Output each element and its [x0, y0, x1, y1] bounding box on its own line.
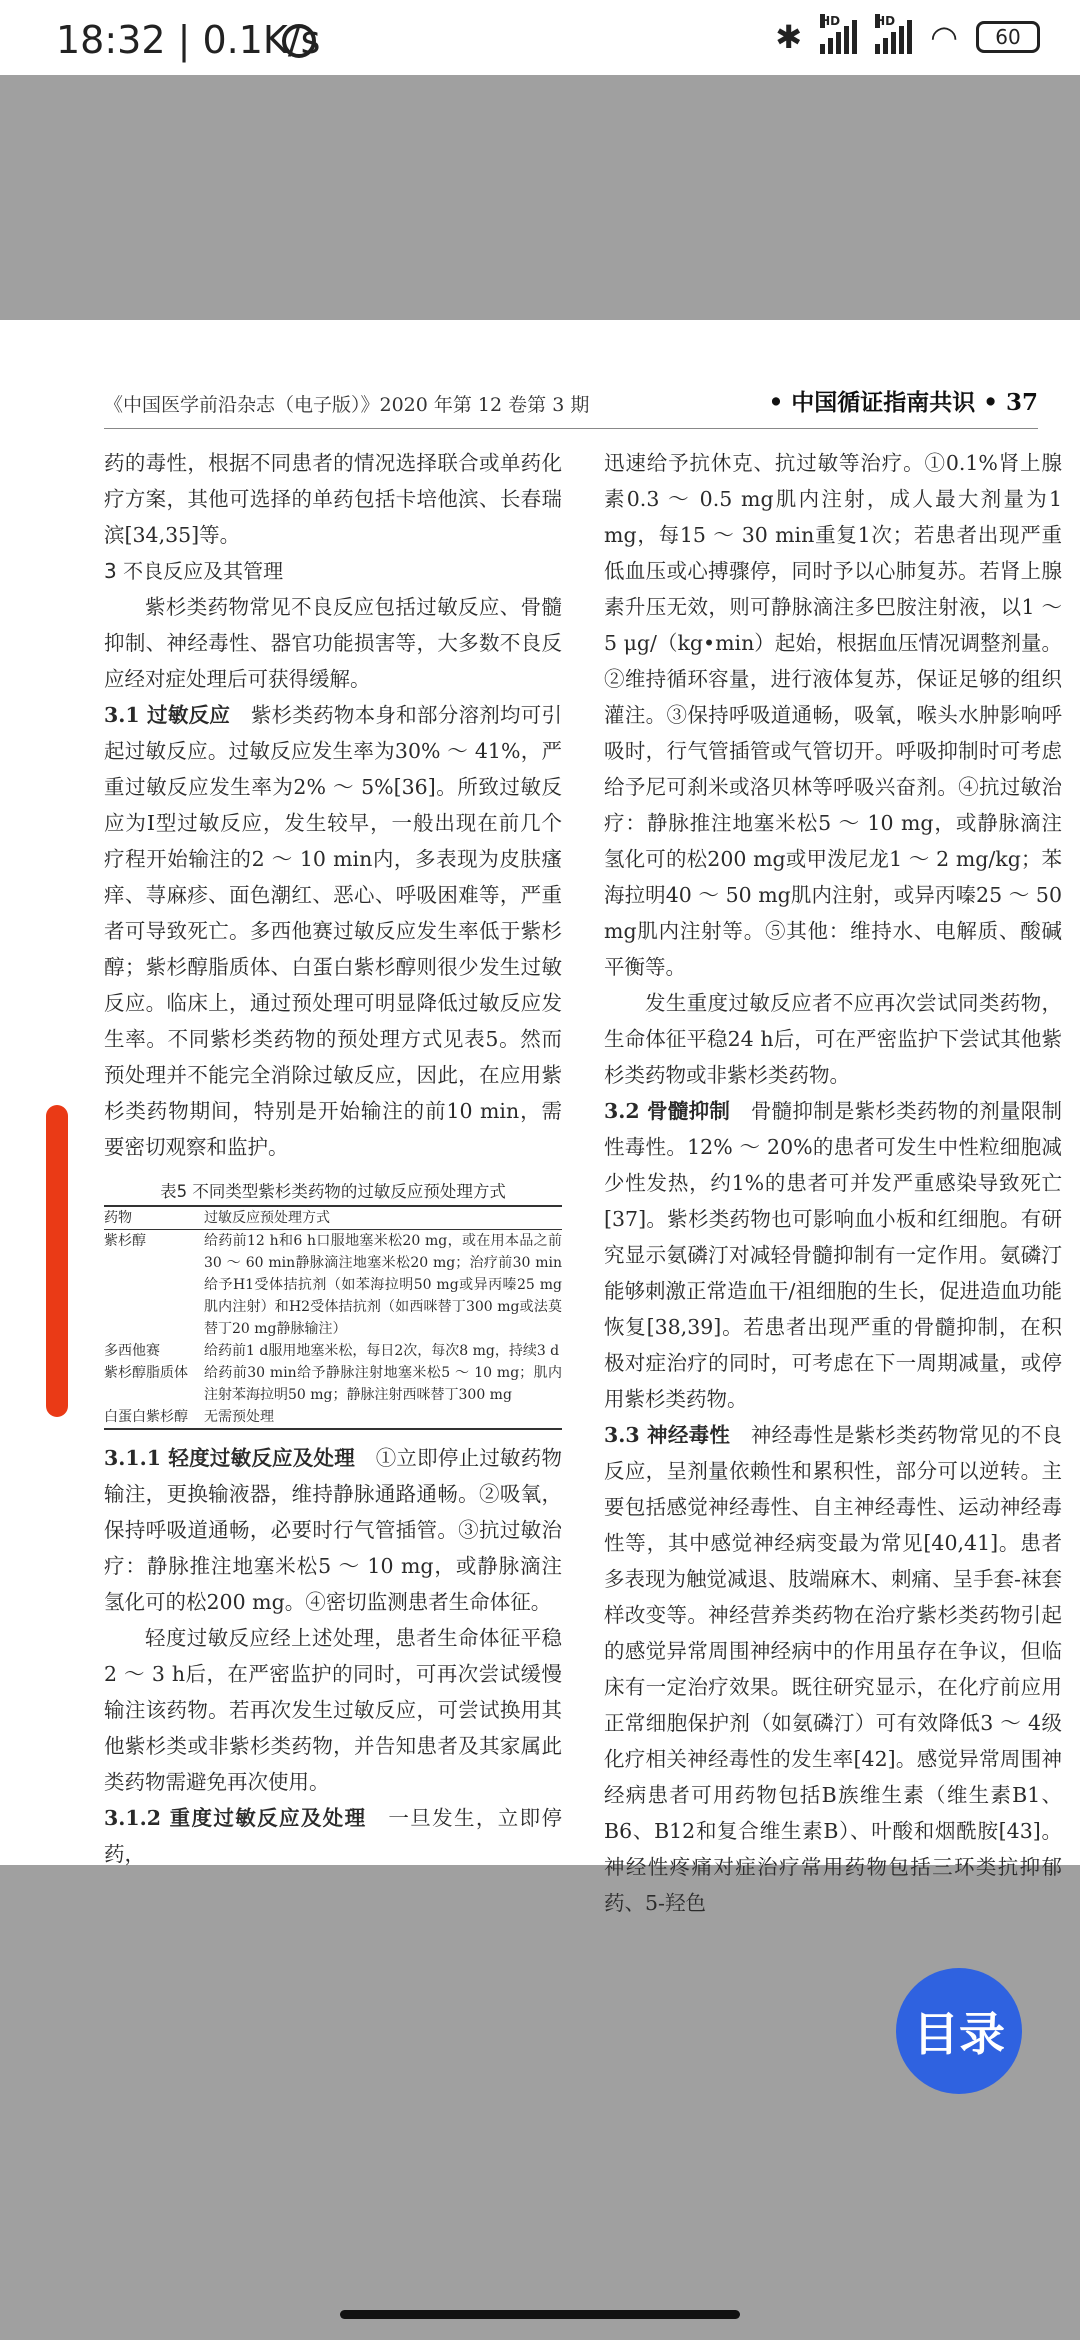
paragraph: 药的毒性，根据不同患者的情况选择联合或单药化疗方案，其他可选择的单药包括卡培他滨、长春瑞滨[34,35]等。	[104, 451, 562, 547]
subsection-heading: 3.1.2 重度过敏反应及处理	[104, 1806, 367, 1830]
subsection-heading: 3.1.1 轻度过敏反应及处理	[104, 1446, 355, 1470]
alarm-icon	[282, 24, 316, 58]
paragraph: 紫杉类药物常见不良反应包括过敏反应、骨髓抑制、神经毒性、器官功能损害等，大多数不良反应经对症处理后可获得缓解。	[104, 595, 562, 691]
journal-header: 《中国医学前沿杂志（电子版）》2020 年第 12 卷第 3 期	[104, 394, 590, 416]
table-header: 药物	[104, 1206, 204, 1230]
section-heading: 3 不良反应及其管理	[104, 559, 284, 583]
status-icons	[775, 14, 1040, 56]
table-row	[104, 1406, 562, 1429]
header-rule	[104, 428, 1038, 429]
table-header: 过敏反应预处理方式	[204, 1206, 562, 1230]
highlight-marker	[46, 1105, 68, 1417]
home-indicator[interactable]	[340, 2310, 740, 2319]
table-cell-drug: 白蛋白紫杉醇	[104, 1409, 188, 1425]
table-cell-method: 给药前1 d服用地塞米松，每日2次，每次8 mg，持续3 d	[204, 1343, 560, 1359]
right-column	[604, 445, 1062, 1921]
signal-icon	[875, 14, 912, 54]
subsection-paragraph	[104, 697, 562, 1165]
subsection-paragraph	[104, 1800, 562, 1872]
subsection-heading: 3.3 神经毒性	[604, 1423, 731, 1447]
status-bar	[0, 0, 1080, 75]
subsection-heading: 3.1 过敏反应	[104, 703, 231, 727]
table-row	[104, 1230, 562, 1341]
pretreatment-table	[104, 1205, 562, 1430]
paragraph-text: 骨髓抑制是紫杉类药物的剂量限制性毒性。12% ～ 20%的患者可发生中性粒细胞减少性发热，约1%的患者可并发严重感染导致死亡[37]。紫杉类药物也可影响血小板和红细胞。有研究显示氨磷汀对减轻骨髓抑制有一定作用。氨磷汀能够刺激正常造血干/祖细胞的生长，促进造血功能恢复[38,39]。若患者出现严重的骨髓抑制，在积极对症治疗的同时，可考虑在下一周期减量，或停用紫杉类药物。	[604, 1099, 1063, 1411]
paragraph-text: ①立即停止过敏药物输注，更换输液器，维持静脉通路通畅。②吸氧，保持呼吸道通畅，必要时行气管插管。③抗过敏治疗：静脉推注地塞米松5 ～ 10 mg，或静脉滴注氢化可的松200 mg。④密切监测患者生命体征。	[104, 1446, 563, 1614]
table-cell-drug: 多西他赛	[104, 1343, 160, 1359]
battery-icon: 60	[976, 21, 1040, 53]
subsection-heading: 3.2 骨髓抑制	[604, 1099, 731, 1123]
table-cell-method: 给药前30 min给予静脉注射地塞米松5 ～ 10 mg；肌内注射苯海拉明50 mg；静脉注射西咪替丁300 mg	[204, 1365, 562, 1403]
wifi-icon: ◠	[930, 18, 958, 56]
paragraph-text: 神经毒性是紫杉类药物常见的不良反应，呈剂量依赖性和累积性，部分可以逆转。主要包括感觉神经毒性、自主神经毒性、运动神经毒性等，其中感觉神经病变最为常见[40,41]。患者多表现为触觉减退、肢端麻木、刺痛、呈手套-袜套样改变等。神经营养类药物在治疗紫杉类药物引起的感觉异常周围神经病中的作用虽存在争议，但临床有一定治疗效果。既往研究显示，在化疗前应用正常细胞保护剂（如氨磷汀）可有效降低3 ～ 4级化疗相关神经毒性的发生率[42]。感觉异常周围神经病患者可用药物包括B族维生素（维生素B1、B6、B12和复合维生素B）、叶酸和烟酰胺[43]。神经性疼痛对症治疗常用药物包括三环类抗抑郁药、5-羟色	[604, 1423, 1063, 1915]
bluetooth-icon: ✱	[775, 18, 803, 56]
paragraph-text: 一旦发生，立即停药，	[104, 1806, 563, 1866]
paragraph: 迅速给予抗休克、抗过敏等治疗。①0.1%肾上腺素0.3 ～ 0.5 mg肌内注射，成人最大剂量为1 mg，每15 ～ 30 min重复1次；若患者出现严重低血压或心搏骤停，同时予以心肺复苏。若肾上腺素升压无效，则可静脉滴注多巴胺注射液，以1 ～ 5 μg/（kg•min）起始，根据血压情况调整剂量。②维持循环容量，进行液体复苏，保证足够的组织灌注。③保持呼吸道通畅，吸氧，喉头水肿影响呼吸时，行气管插管或气管切开。呼吸抑制时可考虑给予尼可刹米或洛贝林等呼吸兴奋剂。④抗过敏治疗：静脉推注地塞米松5 ～ 10 mg，或静脉滴注氢化可的松200 mg或甲泼尼龙1 ～ 2 mg/kg；苯海拉明40 ～ 50 mg肌内注射，或异丙嗪25 ～ 50 mg肌内注射等。⑤其他：维持水、电解质、酸碱平衡等。	[604, 451, 1062, 979]
subsection-paragraph	[604, 1417, 1062, 1921]
table-row	[104, 1340, 562, 1362]
signal-icon	[820, 14, 857, 54]
table-row	[104, 1362, 562, 1406]
table-cell-method: 给药前12 h和6 h口服地塞米松20 mg，或在用本品之前30 ～ 60 min静脉滴注地塞米松20 mg；治疗前30 min给予H1受体拮抗剂（如苯海拉明50 mg或异丙嗪25 mg肌内注射）和H2受体拮抗剂（如西咪替丁300 mg或法莫替丁20 mg静脉输注）	[204, 1233, 562, 1337]
status-time: 18:32 | 0.1K/s	[56, 18, 321, 62]
hd-label: HD	[820, 14, 841, 28]
document-page[interactable]	[0, 320, 1080, 1915]
paragraph: 轻度过敏反应经上述处理，患者生命体征平稳2 ～ 3 h后，在严密监护的同时，可再次尝试缓慢输注该药物。若再次发生过敏反应，可尝试换用其他紫杉类或非紫杉类药物，并告知患者及其家属此类药物需避免再次使用。	[104, 1626, 562, 1794]
table-cell-drug: 紫杉醇	[104, 1233, 146, 1249]
subsection-paragraph	[104, 1440, 562, 1620]
table-cell-drug: 紫杉醇脂质体	[104, 1365, 188, 1381]
paragraph-text: 紫杉类药物本身和部分溶剂均可引起过敏反应。过敏反应发生率为30% ～ 41%，严重过敏反应发生率为2% ～ 5%[36]。所致过敏反应为Ⅰ型过敏反应，发生较早，一般出现在前几个疗程开始输注的2 ～ 10 min内，多表现为皮肤瘙痒、荨麻疹、面色潮红、恶心、呼吸困难等，严重者可导致死亡。多西他赛过敏反应发生率低于紫杉醇；紫杉醇脂质体、白蛋白紫杉醇则很少发生过敏反应。临床上，通过预处理可明显降低过敏反应发生率。不同紫杉类药物的预处理方式见表5。然而预处理并不能完全消除过敏反应，因此，在应用紫杉类药物期间，特别是开始输注的前10 min，需要密切观察和监护。	[104, 703, 563, 1159]
table-cell-method: 无需预处理	[204, 1409, 274, 1425]
toc-button[interactable]: 目录	[896, 1968, 1022, 2094]
table-5	[104, 1179, 562, 1430]
hd-label: HD	[875, 14, 896, 28]
left-column	[104, 445, 562, 1872]
paragraph: 发生重度过敏反应者不应再次尝试同类药物，生命体征平稳24 h后，可在严密监护下尝试其他紫杉类药物或非紫杉类药物。	[604, 991, 1062, 1087]
table-caption: 表5 不同类型紫杉类药物的过敏反应预处理方式	[160, 1182, 506, 1201]
section-header: • 中国循证指南共识 • 37	[768, 389, 1038, 416]
subsection-paragraph	[604, 1093, 1062, 1417]
